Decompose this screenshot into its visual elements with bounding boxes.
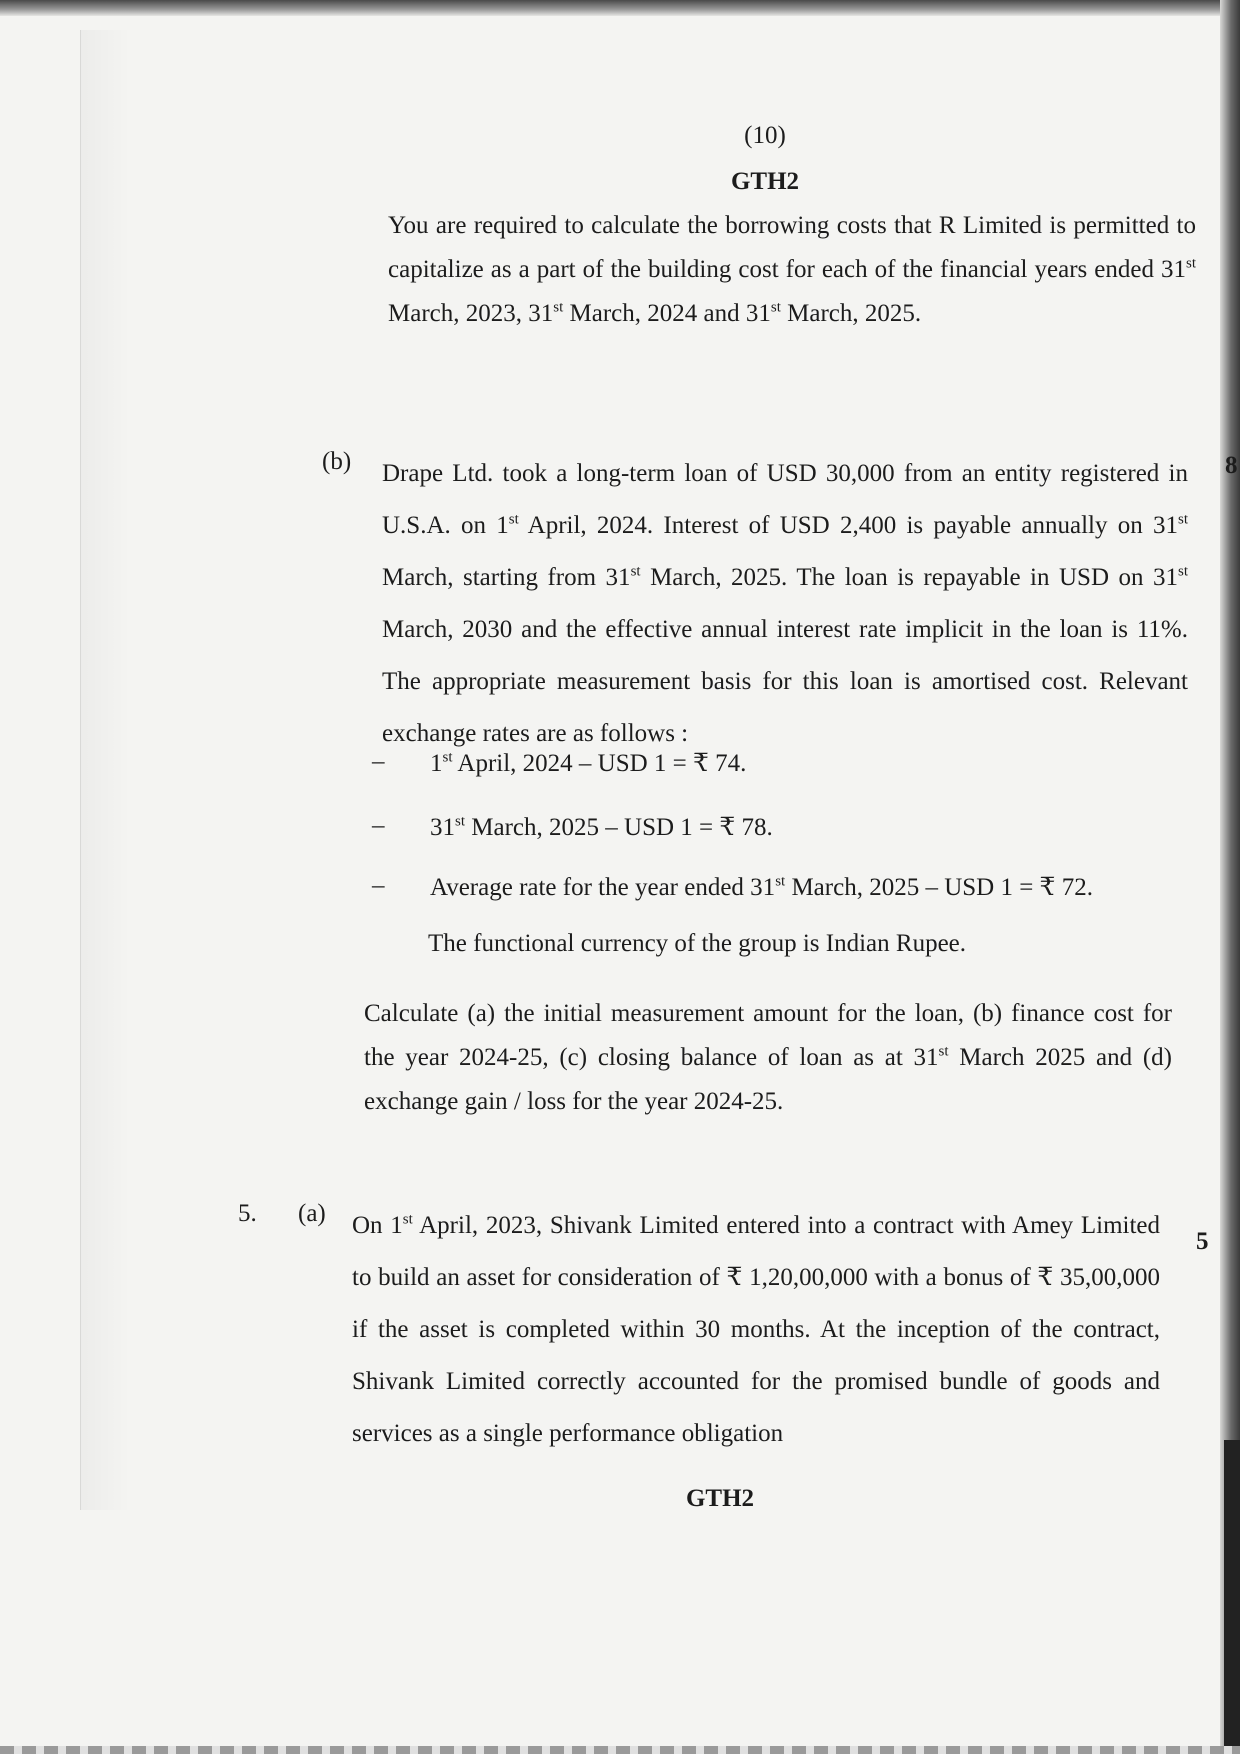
bullet-dash: – — [372, 748, 385, 775]
question-b-label: (b) — [322, 448, 352, 475]
question-5a-marks: 5 — [1196, 1228, 1209, 1255]
paper-code-top: GTH2 — [730, 168, 800, 195]
question-b-marks: 8 — [1225, 452, 1238, 479]
paper-code-bottom: GTH2 — [685, 1485, 755, 1512]
question-5a-label: (a) — [298, 1200, 326, 1227]
scan-edge-top — [0, 0, 1240, 16]
scan-page-fold — [80, 30, 131, 1510]
page-number: (10) — [744, 122, 786, 149]
intro-paragraph: You are required to calculate the borrowing costs that R Limited is permitted to capitalize as a part of the building cost for each of the financial years ended 31st March, 2023, 31st March, 2024 and 31st March, 2025. — [388, 212, 1196, 327]
exchange-rate-item: 31st March, 2025 – USD 1 = ₹ 78. — [430, 813, 773, 841]
question-5-number: 5. — [238, 1200, 257, 1227]
exchange-rate-item: Average rate for the year ended 31st March, 2025 – USD 1 = ₹ 72. — [430, 873, 1093, 901]
question-5a-text: On 1st April, 2023, Shivank Limited entered into a contract with Amey Limited to build an asset for consideration of ₹ 1,20,00,000 with a bonus of ₹ 35,00,000 if the asset is completed within 30 months. At the inception of the contract, Shivank Limited correctly accounted for the promised bundle of goods and services as a single performance obligation — [352, 1211, 1160, 1447]
exchange-rate-item: 1st April, 2024 – USD 1 = ₹ 74. — [430, 749, 747, 777]
bullet-dash: – — [372, 872, 385, 899]
functional-currency-note: The functional currency of the group is Indian Rupee. — [428, 930, 967, 957]
scan-edge-bottom — [0, 1746, 1240, 1754]
bullet-dash: – — [372, 812, 385, 839]
question-b-text: Drape Ltd. took a long-term loan of USD 30,000 from an entity registered in U.S.A. on 1st April, 2024. Interest of USD 2,400 is payable annually on 31st March, starting from 31st March, 2025. The loan is repayable in USD on 31st March, 2030 and the effective annual interest rate implicit in the loan is 11%. The appropriate measurement basis for this loan is amortised cost. Relevant exchange rates are as follows : — [382, 460, 1188, 747]
calculation-instruction: Calculate (a) the initial measurement amount for the loan, (b) finance cost for the year 2024-25, (c) closing balance of loan as at 31st March 2025 and (d) exchange gain / loss for the year 2024-25. — [364, 1000, 1172, 1115]
